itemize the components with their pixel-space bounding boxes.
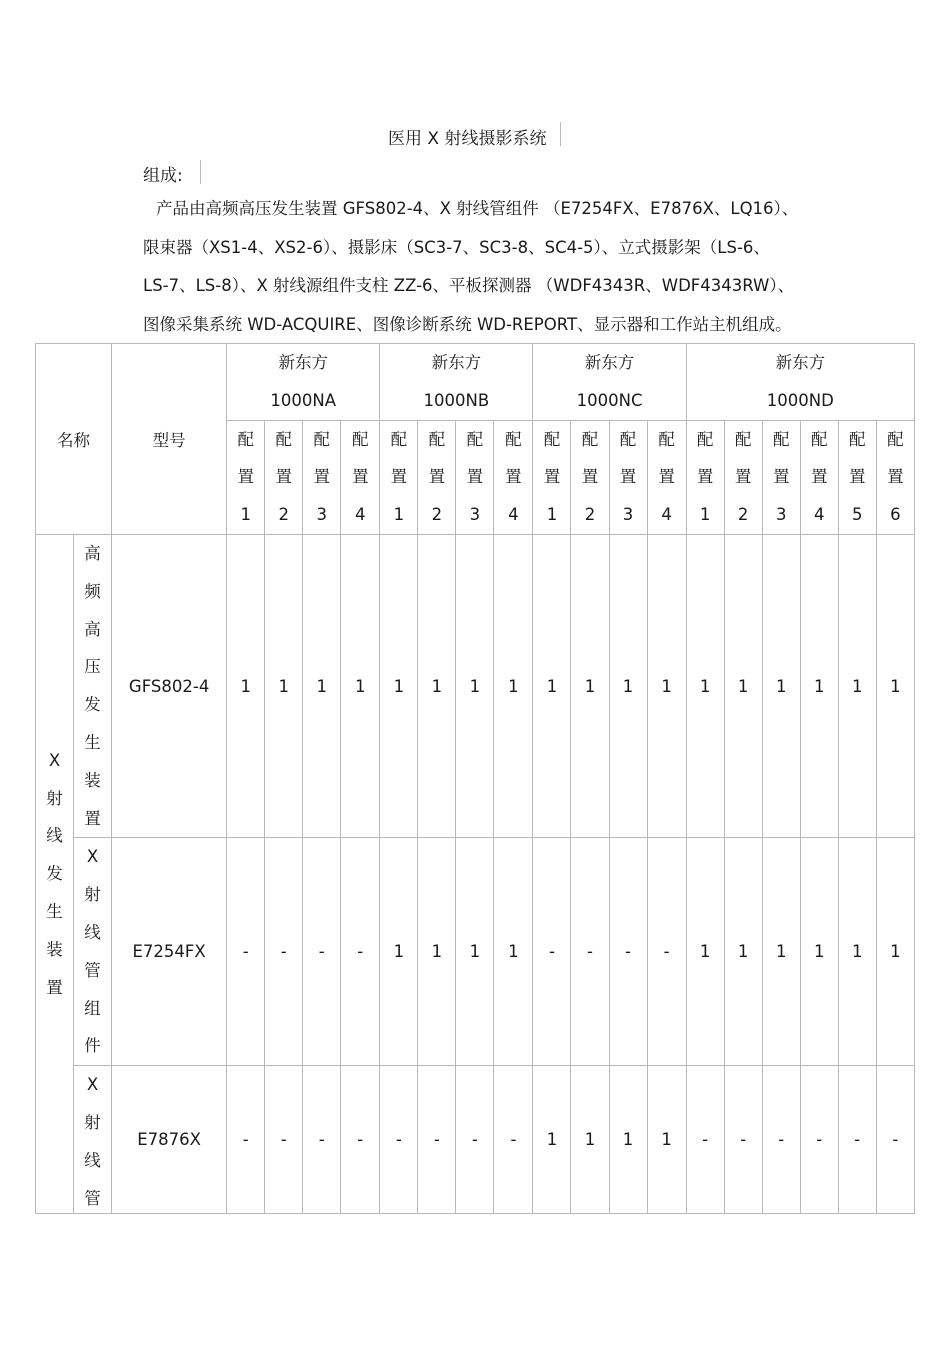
value-cell: -: [609, 838, 647, 1066]
value-cell: 1: [609, 1066, 647, 1214]
value-cell: 1: [724, 838, 762, 1066]
value-cell: 1: [418, 838, 456, 1066]
value-cell: 1: [876, 534, 914, 837]
header-config: 配 置 1: [380, 420, 418, 534]
header-product-group: 新东方 1000NB: [380, 344, 533, 421]
value-cell: 1: [456, 838, 494, 1066]
value-cell: 1: [724, 534, 762, 837]
value-cell: -: [838, 1066, 876, 1214]
value-cell: -: [494, 1066, 533, 1214]
value-cell: 1: [800, 838, 838, 1066]
intro-line: 限束器（XS1-4、XS2-6）、摄影床（SC3-7、SC3-8、SC4-5）、立式摄影架（LS-6、: [143, 237, 770, 257]
header-config: 配 置 3: [456, 420, 494, 534]
header-config: 配 置 2: [418, 420, 456, 534]
value-cell: -: [265, 838, 303, 1066]
header-config: 配 置 4: [647, 420, 686, 534]
header-product-group: 新东方 1000NA: [227, 344, 380, 421]
value-cell: 1: [380, 838, 418, 1066]
value-cell: -: [227, 1066, 265, 1214]
value-cell: -: [380, 1066, 418, 1214]
category-cell: X 射 线 发 生 装 置: [36, 534, 74, 1213]
value-cell: 1: [341, 534, 380, 837]
value-cell: -: [303, 838, 341, 1066]
header-config: 配 置 4: [494, 420, 533, 534]
value-cell: -: [571, 838, 609, 1066]
intro-line: 产品由高频高压发生装置 GFS802-4、X 射线管组件 （E7254FX、E7876X、LQ16）、: [156, 199, 799, 218]
composition-label: 组成:: [143, 166, 183, 186]
value-cell: 1: [647, 534, 686, 837]
value-cell: 1: [303, 534, 341, 837]
value-cell: -: [724, 1066, 762, 1214]
header-config: 配 置 1: [686, 420, 724, 534]
intro-line: 图像采集系统 WD-ACQUIRE、图像诊断系统 WD-REPORT、显示器和工作站主机组成。: [143, 314, 792, 334]
value-cell: 1: [762, 838, 800, 1066]
header-config: 配 置 3: [609, 420, 647, 534]
header-name: 名称: [36, 344, 112, 535]
header-config: 配 置 5: [838, 420, 876, 534]
value-cell: -: [227, 838, 265, 1066]
model-cell: E7254FX: [112, 838, 227, 1066]
header-model: 型号: [112, 344, 227, 535]
value-cell: -: [303, 1066, 341, 1214]
header-config: 配 置 1: [533, 420, 571, 534]
table-row: [36, 1066, 915, 1214]
header-config: 配 置 4: [800, 420, 838, 534]
value-cell: -: [876, 1066, 914, 1214]
value-cell: -: [456, 1066, 494, 1214]
value-cell: -: [647, 838, 686, 1066]
value-cell: 1: [494, 534, 533, 837]
value-cell: 1: [380, 534, 418, 837]
component-name: X 射 线 管: [74, 1066, 112, 1214]
value-cell: 1: [265, 534, 303, 837]
header-config: 配 置 1: [227, 420, 265, 534]
value-cell: -: [533, 838, 571, 1066]
value-cell: 1: [456, 534, 494, 837]
value-cell: -: [686, 1066, 724, 1214]
cursor-mark: [560, 122, 561, 146]
value-cell: 1: [227, 534, 265, 837]
value-cell: 1: [647, 1066, 686, 1214]
table-row: [36, 838, 915, 1066]
value-cell: 1: [686, 534, 724, 837]
header-config: 配 置 2: [265, 420, 303, 534]
value-cell: -: [341, 838, 380, 1066]
value-cell: 1: [762, 534, 800, 837]
value-cell: 1: [686, 838, 724, 1066]
header-config: 配 置 2: [571, 420, 609, 534]
table-row: [36, 534, 915, 837]
value-cell: 1: [838, 534, 876, 837]
value-cell: 1: [494, 838, 533, 1066]
value-cell: 1: [609, 534, 647, 837]
header-config: 配 置 6: [876, 420, 914, 534]
header-config: 配 置 3: [303, 420, 341, 534]
value-cell: -: [341, 1066, 380, 1214]
value-cell: -: [800, 1066, 838, 1214]
model-cell: GFS802-4: [112, 534, 227, 837]
value-cell: -: [762, 1066, 800, 1214]
component-name: 高 频 高 压 发 生 装 置: [74, 534, 112, 837]
value-cell: 1: [876, 838, 914, 1066]
value-cell: 1: [418, 534, 456, 837]
value-cell: 1: [838, 838, 876, 1066]
header-config: 配 置 2: [724, 420, 762, 534]
model-cell: E7876X: [112, 1066, 227, 1214]
configuration-table: [35, 343, 915, 1214]
component-name: X 射 线 管 组 件: [74, 838, 112, 1066]
header-config: 配 置 4: [341, 420, 380, 534]
intro-line: LS-7、LS-8）、X 射线源组件支柱 ZZ-6、平板探测器 （WDF4343R、WDF4343RW）、: [143, 276, 795, 295]
value-cell: 1: [571, 534, 609, 837]
value-cell: -: [418, 1066, 456, 1214]
value-cell: 1: [800, 534, 838, 837]
value-cell: 1: [533, 1066, 571, 1214]
value-cell: 1: [571, 1066, 609, 1214]
header-product-group: 新东方 1000NC: [533, 344, 686, 421]
value-cell: -: [265, 1066, 303, 1214]
header-product-group: 新东方 1000ND: [686, 344, 914, 421]
value-cell: 1: [533, 534, 571, 837]
intro-paragraph: [143, 190, 833, 344]
header-config: 配 置 3: [762, 420, 800, 534]
cursor-mark: [200, 160, 201, 184]
document-title: 医用 X 射线摄影系统: [388, 129, 547, 149]
